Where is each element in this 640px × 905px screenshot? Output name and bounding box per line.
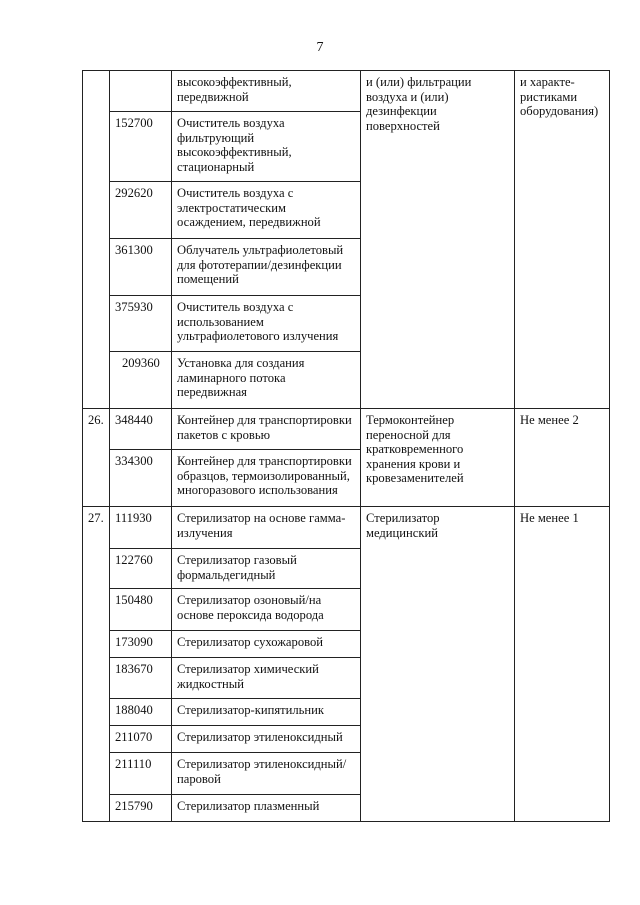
row-name: Очиститель воздуха с электростатическим осаждением, передвижной (172, 182, 361, 239)
row-name: Стерилизатор химический жидкостный (172, 658, 361, 699)
row-code: 183670 (110, 658, 172, 699)
row-name: Установка для создания ламинарного потока передвижная (172, 352, 361, 409)
row-code: 361300 (110, 239, 172, 296)
group-type: и (или) фильтрации воздуха и (или) дезинфекции поверхностей (361, 71, 515, 409)
row-number: 27. (83, 507, 110, 822)
row-name: высокоэффективный, передвижной (172, 71, 361, 112)
row-code: 152700 (110, 112, 172, 182)
table-row (83, 71, 610, 112)
row-name: Стерилизатор озоновый/на основе пероксида водорода (172, 589, 361, 631)
row-code: 111930 (110, 507, 172, 549)
group-requirement: Не менее 2 (515, 409, 610, 507)
row-name: Стерилизатор газовый формальдегидный (172, 549, 361, 589)
row-code: 348440 (110, 409, 172, 450)
row-name: Очиститель воздуха фильтрующий высокоэффективный, стационарный (172, 112, 361, 182)
table-row (83, 409, 610, 450)
row-code: 209360 (110, 352, 172, 409)
row-name: Стерилизатор сухожаровой (172, 631, 361, 658)
row-code: 211110 (110, 753, 172, 795)
row-code: 122760 (110, 549, 172, 589)
row-code: 292620 (110, 182, 172, 239)
row-name: Стерилизатор-кипятильник (172, 699, 361, 726)
row-code: 211070 (110, 726, 172, 753)
row-name: Очиститель воздуха с использованием ультрафиолетового излучения (172, 296, 361, 352)
row-code: 188040 (110, 699, 172, 726)
row-code: 215790 (110, 795, 172, 822)
row-name: Стерилизатор плазменный (172, 795, 361, 822)
row-number (83, 71, 110, 409)
row-code: 173090 (110, 631, 172, 658)
row-number: 26. (83, 409, 110, 507)
group-requirement: Не менее 1 (515, 507, 610, 822)
row-code: 150480 (110, 589, 172, 631)
row-name: Облучатель ультрафиолетовый для фототерапии/дезинфекции помещений (172, 239, 361, 296)
row-code: 375930 (110, 296, 172, 352)
group-type: Термоконтейнер переносной для кратковременного хранения крови и кровезаменителей (361, 409, 515, 507)
equipment-table (82, 70, 610, 822)
row-name: Стерилизатор этиленоксидный/паровой (172, 753, 361, 795)
group-type: Стерилизатор медицинский (361, 507, 515, 822)
row-code (110, 71, 172, 112)
row-name: Стерилизатор этиленоксидный (172, 726, 361, 753)
group-requirement: и характе-ристиками оборудования) (515, 71, 610, 409)
table-row (83, 507, 610, 549)
row-name: Стерилизатор на основе гамма-излучения (172, 507, 361, 549)
row-name: Контейнер для транспортировки пакетов с кровью (172, 409, 361, 450)
row-name: Контейнер для транспортировки образцов, термоизолированный, многоразового использования (172, 450, 361, 507)
page-number: 7 (316, 40, 324, 55)
row-code: 334300 (110, 450, 172, 507)
